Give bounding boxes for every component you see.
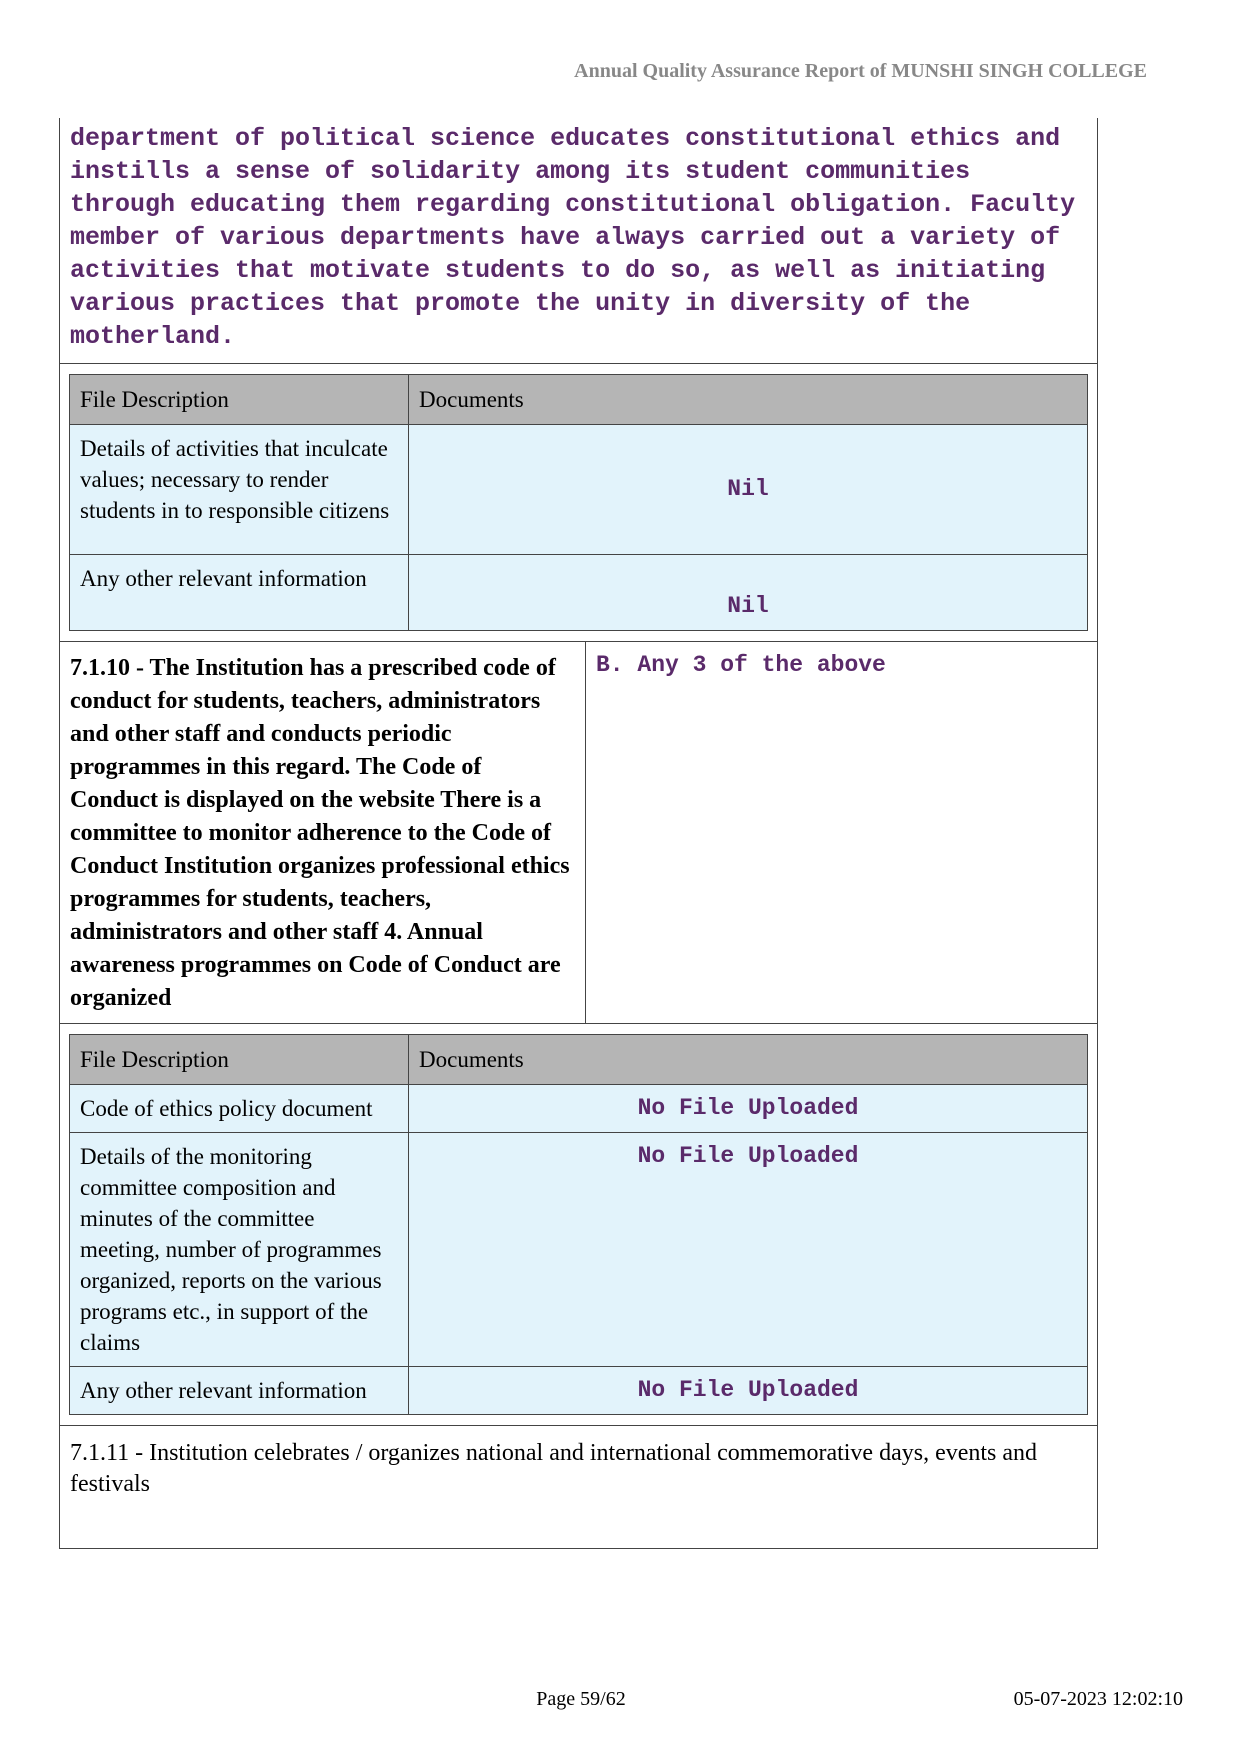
file-description-table-2	[69, 1034, 1088, 1415]
header-documents: Documents	[409, 375, 1088, 425]
file-table-1-wrapper	[60, 364, 1097, 642]
question-7-1-11	[60, 1426, 1097, 1549]
table-row	[70, 1367, 1088, 1415]
file-table-2-wrapper	[60, 1024, 1097, 1426]
table-row	[70, 425, 1088, 555]
row-document-value: No File Uploaded	[409, 1133, 1088, 1367]
question-7-1-10-answer: B. Any 3 of the above	[596, 652, 886, 678]
table-row	[70, 1133, 1088, 1367]
table-row	[70, 555, 1088, 631]
table-row	[70, 1085, 1088, 1133]
row-description: Any other relevant information	[70, 1367, 409, 1415]
row-document-value: No File Uploaded	[409, 1367, 1088, 1415]
intro-text: department of political science educates constitutional ethics and instills a sense of solidarity among its student communities through educating them regarding constitutional obligation. Faculty member of various departments have always carried out a variety of activities that motivate students to do so, as well as initiating various practices that promote the unity in diversity of the motherland.	[70, 124, 1076, 351]
report-frame	[59, 118, 1098, 1549]
footer-datetime: 05-07-2023 12:02:10	[1013, 1688, 1183, 1710]
table-header-row	[70, 1035, 1088, 1085]
row-document-value: Nil	[409, 425, 1088, 555]
question-7-1-11-text: 7.1.11 - Institution celebrates / organizes national and international commemorative days, events and festivals	[70, 1440, 1038, 1497]
question-7-1-10	[60, 642, 1097, 1024]
row-description: Any other relevant information	[70, 555, 409, 631]
row-document-value: No File Uploaded	[409, 1085, 1088, 1133]
row-description: Details of the monitoring committee composition and minutes of the committee meeting, number of programmes organized, reports on the various programs etc., in support of the claims	[70, 1133, 409, 1367]
file-description-table-1	[69, 374, 1088, 631]
header-file-description: File Description	[70, 375, 409, 425]
row-document-value: Nil	[409, 555, 1088, 631]
question-7-1-10-text: 7.1.10 - The Institution has a prescribed code of conduct for students, teachers, administrators and other staff and conducts periodic programmes in this regard. The Code of Conduct is displayed on the website There is a committee to monitor adherence to the Code of Conduct Institution organizes professional ethics programmes for students, teachers, administrators and other staff 4. Annual awareness programmes on Code of Conduct are organized	[60, 642, 586, 1023]
report-header-title: Annual Quality Assurance Report of MUNSHI SINGH COLLEGE	[574, 60, 1147, 82]
page-number: Page 59/62	[536, 1688, 626, 1710]
header-file-description: File Description	[70, 1035, 409, 1085]
row-description: Details of activities that inculcate values; necessary to render students in to responsible citizens	[70, 425, 409, 555]
table-header-row	[70, 375, 1088, 425]
header-documents: Documents	[409, 1035, 1088, 1085]
row-description: Code of ethics policy document	[70, 1085, 409, 1133]
intro-section	[60, 118, 1097, 364]
